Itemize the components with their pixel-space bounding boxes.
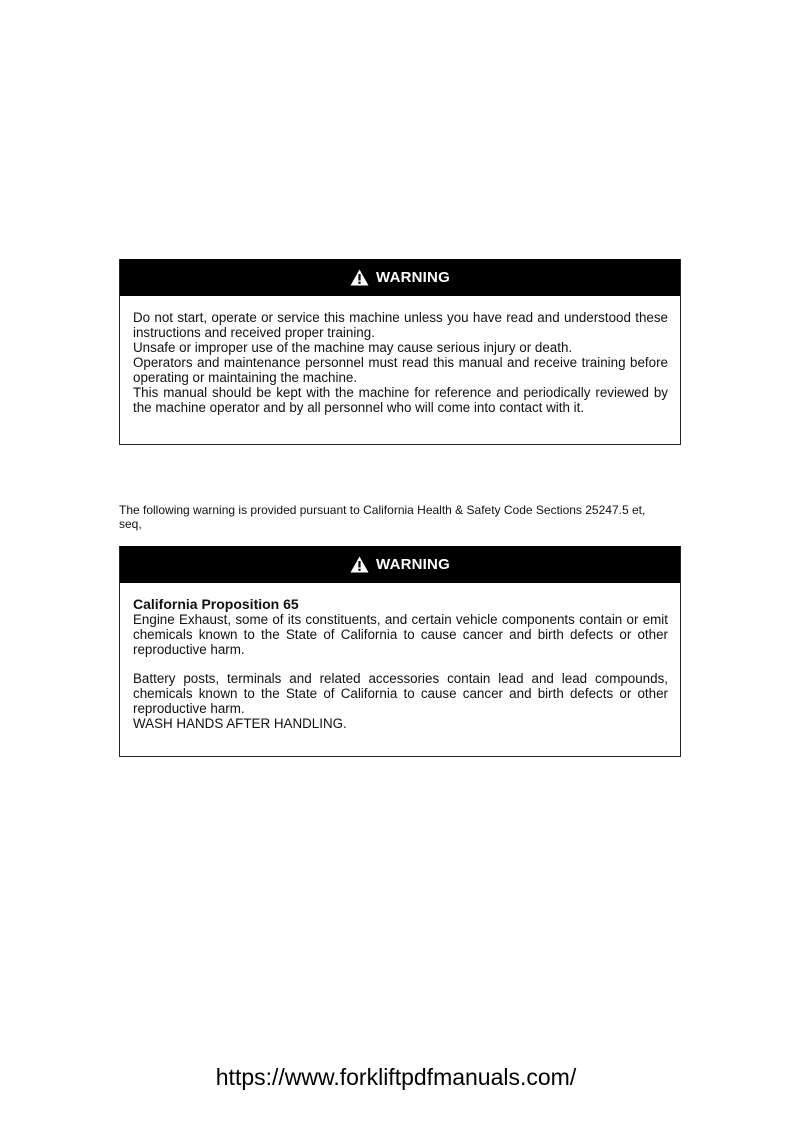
warning-triangle-icon	[350, 556, 369, 573]
warning-header	[120, 259, 680, 296]
warning-body	[120, 583, 680, 745]
warning-header	[120, 546, 680, 583]
footer-url: https://www.forkliftpdfmanuals.com/	[215, 1064, 577, 1090]
warning-header-label: WARNING	[376, 556, 450, 573]
warning-triangle-icon	[350, 269, 369, 286]
warning-text: Engine Exhaust, some of its constituents, and certain vehicle components contain or emit chemicals known to the State of California to cause cancer and birth defects or other reproductive harm.	[133, 612, 668, 657]
warning-body	[120, 296, 680, 429]
warning-text: This manual should be kept with the machine for reference and periodically reviewed by the machine operator and by all personnel who will come into contact with it.	[133, 385, 668, 415]
warning-text: Unsafe or improper use of the machine may cause serious injury or death.	[133, 340, 573, 355]
warning-box-prop65	[119, 546, 681, 757]
warning-header-label: WARNING	[376, 269, 450, 286]
warning-text: Battery posts, terminals and related accessories contain lead and lead compounds, chemicals known to the State of California to cause cancer and birth defects or other reproductive harm.	[133, 671, 668, 716]
warning-text: Operators and maintenance personnel must read this manual and receive training before operating or maintaining the machine.	[133, 355, 668, 385]
warning-box-general	[119, 259, 681, 445]
warning-subtitle: California Proposition 65	[133, 596, 299, 612]
intro-text: The following warning is provided pursuant to California Health & Safety Code Sections 25247.5 et, seq,	[119, 503, 646, 531]
warning-text: Do not start, operate or service this machine unless you have read and understood these instructions and received proper training.	[133, 310, 668, 340]
warning-text: WASH HANDS AFTER HANDLING.	[133, 716, 347, 731]
